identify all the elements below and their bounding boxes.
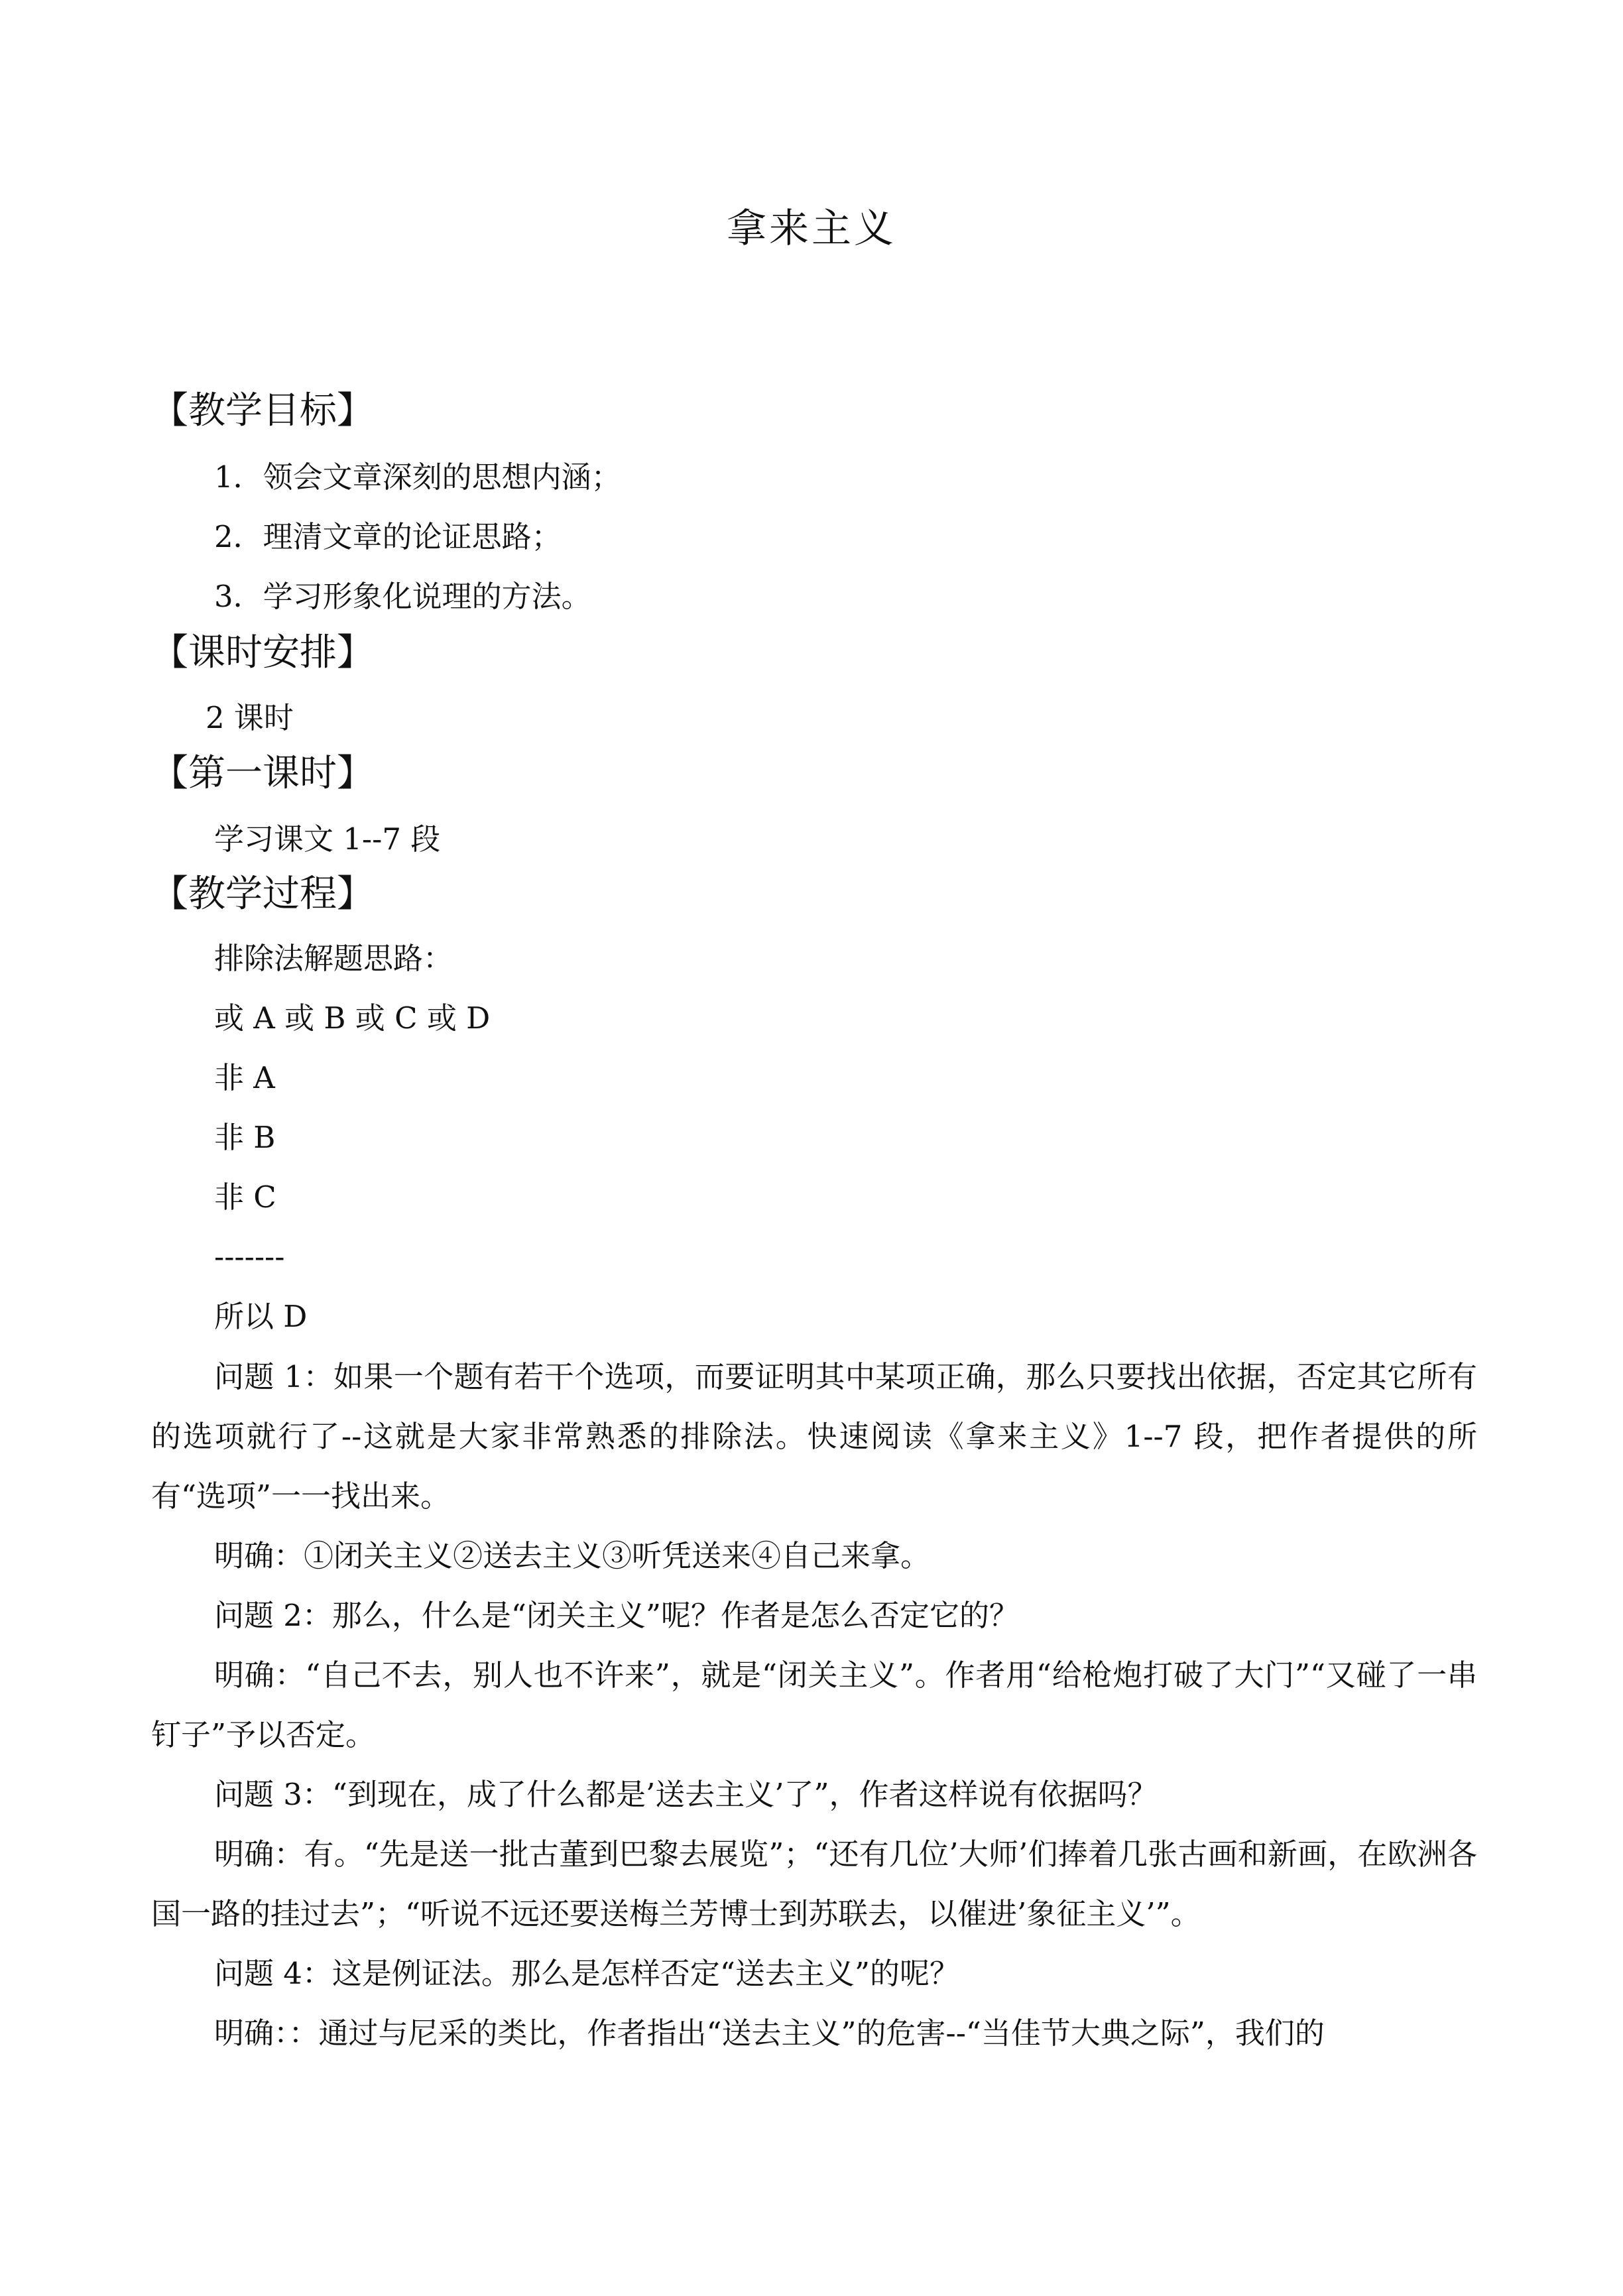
question-2: 问题 2：那么，什么是“闭关主义”呢？作者是怎么否定它的？: [214, 1598, 1019, 1633]
answer-3: 明确：有。“先是送一批古董到巴黎去展览”；“还有几位’大师’们捧着几张古画和新画，在欧洲各国一路的挂过去”；“听说不远还要送梅兰芳博士到苏联去，以催进’象征主义’”。: [151, 1837, 1477, 1931]
elimination-conclusion: 所以 D: [214, 1299, 308, 1334]
objective-item: 3．学习形象化说理的方法。: [214, 579, 591, 614]
elimination-divider: -------: [214, 1239, 285, 1274]
first-lesson-text: 学习课文 1--7 段: [214, 821, 441, 857]
question-3: 问题 3：“到现在，成了什么都是’送去主义’了”，作者这样说有依据吗？: [214, 1777, 1158, 1812]
heading-class-schedule: 【课时安排】: [151, 631, 374, 674]
heading-teaching-objectives: 【教学目标】: [151, 389, 374, 432]
elimination-line: 或 A 或 B 或 C 或 D: [214, 1000, 491, 1036]
elimination-intro: 排除法解题思路：: [214, 941, 453, 976]
elimination-line: 非 C: [214, 1179, 276, 1215]
answer-2: 明确：“自己不去，别人也不许来”，就是“闭关主义”。作者用“给枪炮打破了大门”“又碰了一串钉子”予以否定。: [151, 1658, 1477, 1752]
heading-teaching-process: 【教学过程】: [151, 873, 374, 916]
document-title: 拿来主义: [727, 206, 896, 252]
schedule-value: 2 课时: [206, 700, 294, 735]
heading-first-lesson: 【第一课时】: [151, 752, 374, 795]
objective-item: 1．领会文章深刻的思想内涵；: [214, 459, 621, 495]
question-4: 问题 4：这是例证法。那么是怎样否定“送去主义”的呢？: [214, 1956, 959, 1991]
elimination-line: 非 B: [214, 1120, 276, 1155]
objective-item: 2．理清文章的论证思路；: [214, 519, 562, 554]
answer-4: 明确：：通过与尼采的类比，作者指出“送去主义”的危害--“当佳节大典之际”，我们的: [214, 2016, 1325, 2051]
question-1: 问题 1：如果一个题有若干个选项，而要证明其中某项正确，那么只要找出依据，否定其它所有的选项就行了--这就是大家非常熟悉的排除法。快速阅读《拿来主义》1--7 段，把作者提供的所有“选项”一一找出来。: [151, 1359, 1477, 1514]
answer-1: 明确：①闭关主义②送去主义③听凭送来④自己来拿。: [214, 1538, 931, 1573]
elimination-line: 非 A: [214, 1060, 275, 1095]
